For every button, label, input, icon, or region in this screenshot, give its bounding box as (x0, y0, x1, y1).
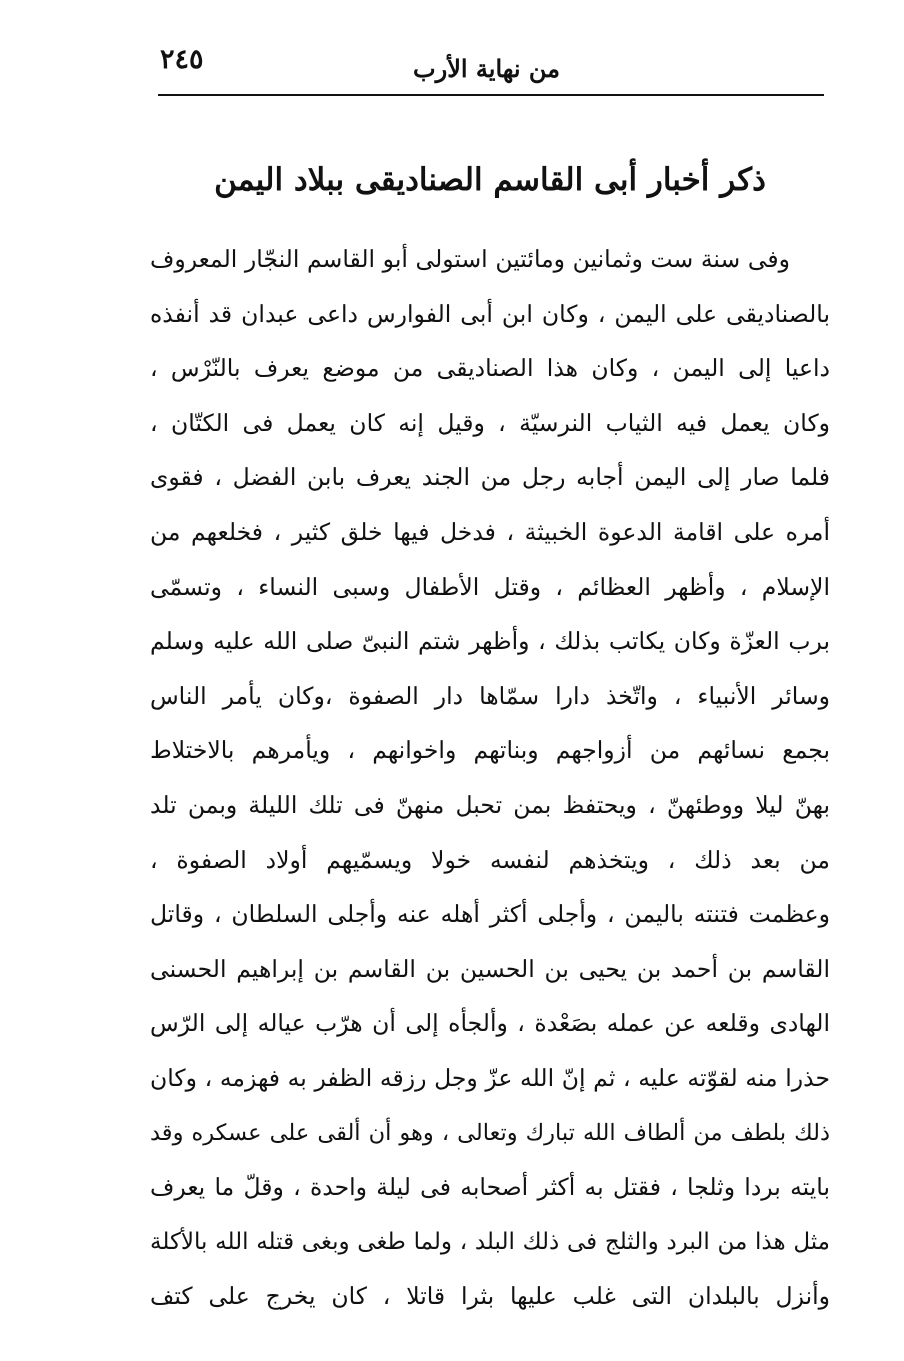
text-line: وكان يعمل فيه الثياب النرسيّة ، وقيل إنه كان يعمل فى الكتّان ، (150, 408, 830, 437)
text-line: وأنزل بالبلدان التى غلب عليها بثرا قاتلا ، كان يخرج على كتف (150, 1282, 830, 1311)
body-text (150, 232, 830, 1324)
text-line: من بعد ذلك ، ويتخذهم لنفسه خولا ويسمّيهم أولاد الصفوة ، (150, 845, 830, 874)
text-line: وفى سنة ست وثمانين ومائتين استولى أبو القاسم النجّار المعروف (150, 245, 790, 273)
text-line: بجمع نسائهم من أزواجهم وبناتهم واخوانهم ، ويأمرهم بالاختلاط (150, 736, 830, 765)
text-line: حذرا منه لقوّته عليه ، ثم إنّ الله عزّ وجل رزقه الظفر به فهزمه ، وكان (150, 1063, 830, 1092)
text-line: داعيا إلى اليمن ، وكان هذا الصناديقى من موضع يعرف بالنّرْس ، (150, 354, 830, 383)
section-heading: ذكر أخبار أبى القاسم الصناديقى ببلاد اليمن (214, 162, 766, 198)
text-line: الإسلام ، وأظهر العظائم ، وقتل الأطفال وسبى النساء ، وتسمّى (150, 572, 830, 601)
text-line: فلما صار إلى اليمن أجابه رجل من الجند يعرف بابن الفضل ، فقوى (150, 463, 830, 492)
text-line: ذلك بلطف من ألطاف الله تبارك وتعالى ، وهو أن ألقى على عسكره وقد (150, 1119, 830, 1146)
text-line: بالصناديقى على اليمن ، وكان ابن أبى الفوارس داعى عبدان قد أنفذه (150, 299, 830, 328)
text-line: القاسم بن أحمد بن يحيى بن الحسين بن القاسم بن إبراهيم الحسنى (150, 954, 830, 983)
text-line: بايته بردا وثلجا ، فقتل به أكثر أصحابه فى ليلة واحدة ، وقلّ ما يعرف (150, 1173, 830, 1202)
text-line: بهنّ ليلا ووطئهنّ ، ويحتفظ بمن تحبل منهنّ فى تلك الليلة وبمن تلد (150, 790, 830, 819)
header-rule (158, 94, 824, 96)
running-title: من نهاية الأرب (413, 54, 560, 83)
text-line: وعظمت فتنته باليمن ، وأجلى أكثر أهله عنه وأجلى السلطان ، وقاتل (150, 900, 830, 929)
text-line: مثل هذا من البرد والثلج فى ذلك البلد ، ولما طغى وبغى قتله الله بالأكلة (150, 1228, 830, 1255)
text-line: برب العزّة وكان يكاتب بذلك ، وأظهر شتم النبىّ صلى الله عليه وسلم (150, 627, 830, 656)
text-line: أمره على اقامة الدعوة الخبيثة ، فدخل فيها خلق كثير ، فخلعهم من (150, 517, 830, 546)
running-head (150, 40, 830, 90)
text-line: وسائر الأنبياء ، واتّخذ دارا سمّاها دار الصفوة ،وكان يأمر الناس (150, 681, 830, 710)
page-number: ٢٤٥ (160, 44, 204, 75)
text-line: الهادى وقلعه عن عمله بصَعْدة ، وألجأه إلى أن هرّب عياله إلى الرّس (150, 1009, 830, 1038)
